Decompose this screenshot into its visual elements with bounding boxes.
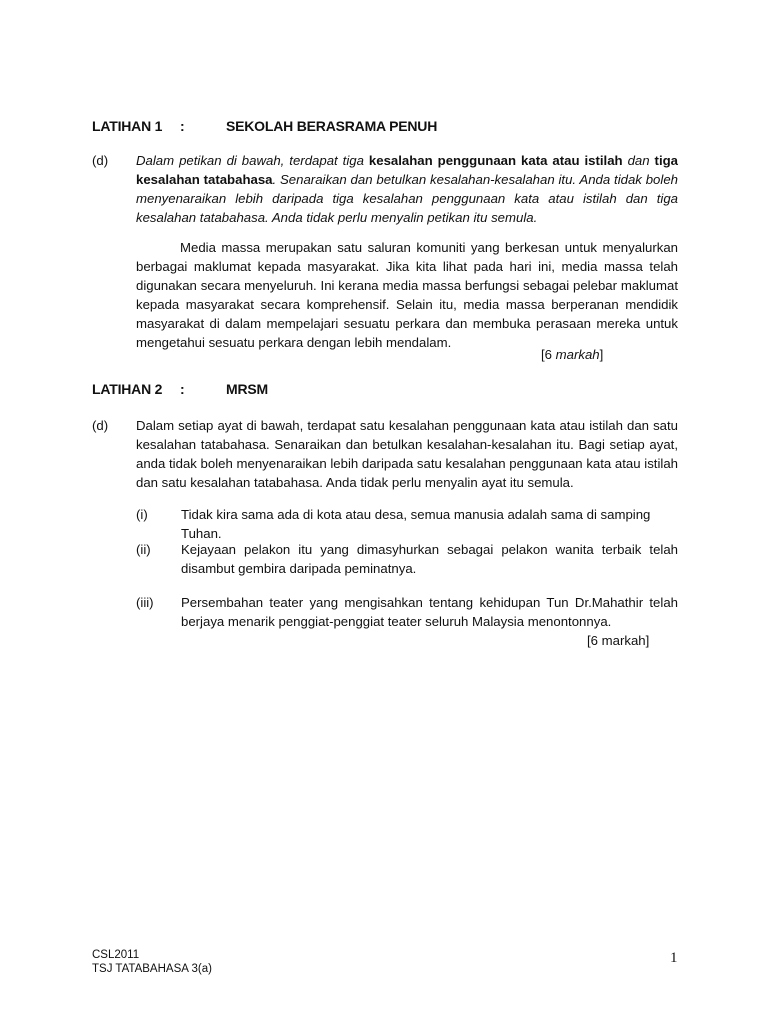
latihan2-colon: : [180,381,185,397]
footer-title: TSJ TATABAHASA 3(a) [92,963,212,975]
latihan1-label: LATIHAN 1 [92,118,163,134]
latihan1-marks [541,345,603,364]
latihan2-title: MRSM [226,381,268,397]
latihan2-item-1-num: (i) [136,507,148,522]
latihan2-item-2-text: Kejayaan pelakon itu yang dimasyhurkan sebagai pelakon wanita terbaik telah disambut gembira daripada peminatnya. [181,542,678,576]
latihan2-item-3-num: (iii) [136,595,154,610]
footer-code: CSL2011 [92,949,140,961]
latihan2-item-3-text: Persembahan teater yang mengisahkan tentang kehidupan Tun Dr.Mahathir telah berjaya menarik penggiat-penggiat teater seluruh Malaysia menontonnya. [181,595,678,629]
latihan2-item-2-num: (ii) [136,542,151,557]
latihan2-item-1-text: Tidak kira sama ada di kota atau desa, semua manusia adalah sama di samping Tuhan. [181,507,651,541]
page-number: 1 [670,950,678,966]
latihan1-passage: Media massa merupakan satu saluran komuniti yang berkesan untuk menyalurkan berbagai maklumat kepada masyarakat. Jika kita lihat pada hari ini, media massa telah digunakan secara menyeluruh. Ini kerana media massa berfungsi sebagai pelebar maklumat kepada masyarakat secara komprehensif. Selain itu, media massa berperanan mendidik masyarakat di dalam mempelajari sesuatu perkara dan membuka perasaan mereka untuk mengetahui sesuatu perkara dengan lebih mendalam. [136,240,678,350]
latihan1-instruction-part3: . Senaraikan dan betulkan kesalahan-kesalahan itu. Anda tidak boleh menyenaraikan lebih daripada tiga kesalahan penggunaan kata atau istilah dan tiga kesalahan tatabahasa. Anda tidak perlu menyalin petikan itu semula. [136,172,678,225]
latihan2-label: LATIHAN 2 [92,381,163,397]
latihan1-instruction [136,151,678,227]
latihan2-instruction: Dalam setiap ayat di bawah, terdapat satu kesalahan penggunaan kata atau istilah dan satu kesalahan tatabahasa. Senaraikan dan betulkan kesalahan-kesalahan itu. Bagi setiap ayat, anda tidak boleh menyenaraikan lebih daripada satu kesalahan penggunaan kata atau istilah dan satu kesalahan tatabahasa. Anda tidak perlu menyalin ayat itu semula. [136,418,678,490]
latihan1-colon: : [180,118,185,134]
latihan1-instruction-bold2: tiga kesalahan tatabahasa [136,153,678,187]
latihan1-marker: (d) [92,153,109,168]
latihan1-instruction-part1: Dalam petikan di bawah, terdapat tiga [136,153,369,168]
latihan1-title: SEKOLAH BERASRAMA PENUH [226,118,438,134]
latihan1-marks-word: markah [555,347,600,362]
latihan2-marks: [6 markah] [587,633,650,648]
latihan1-marks-open: [6 [541,347,556,362]
latihan1-instruction-bold1: kesalahan penggunaan kata atau istilah [368,153,623,168]
latihan2-marker: (d) [92,418,109,433]
latihan1-instruction-part2: dan [622,153,655,168]
latihan1-marks-close: ] [599,347,604,362]
